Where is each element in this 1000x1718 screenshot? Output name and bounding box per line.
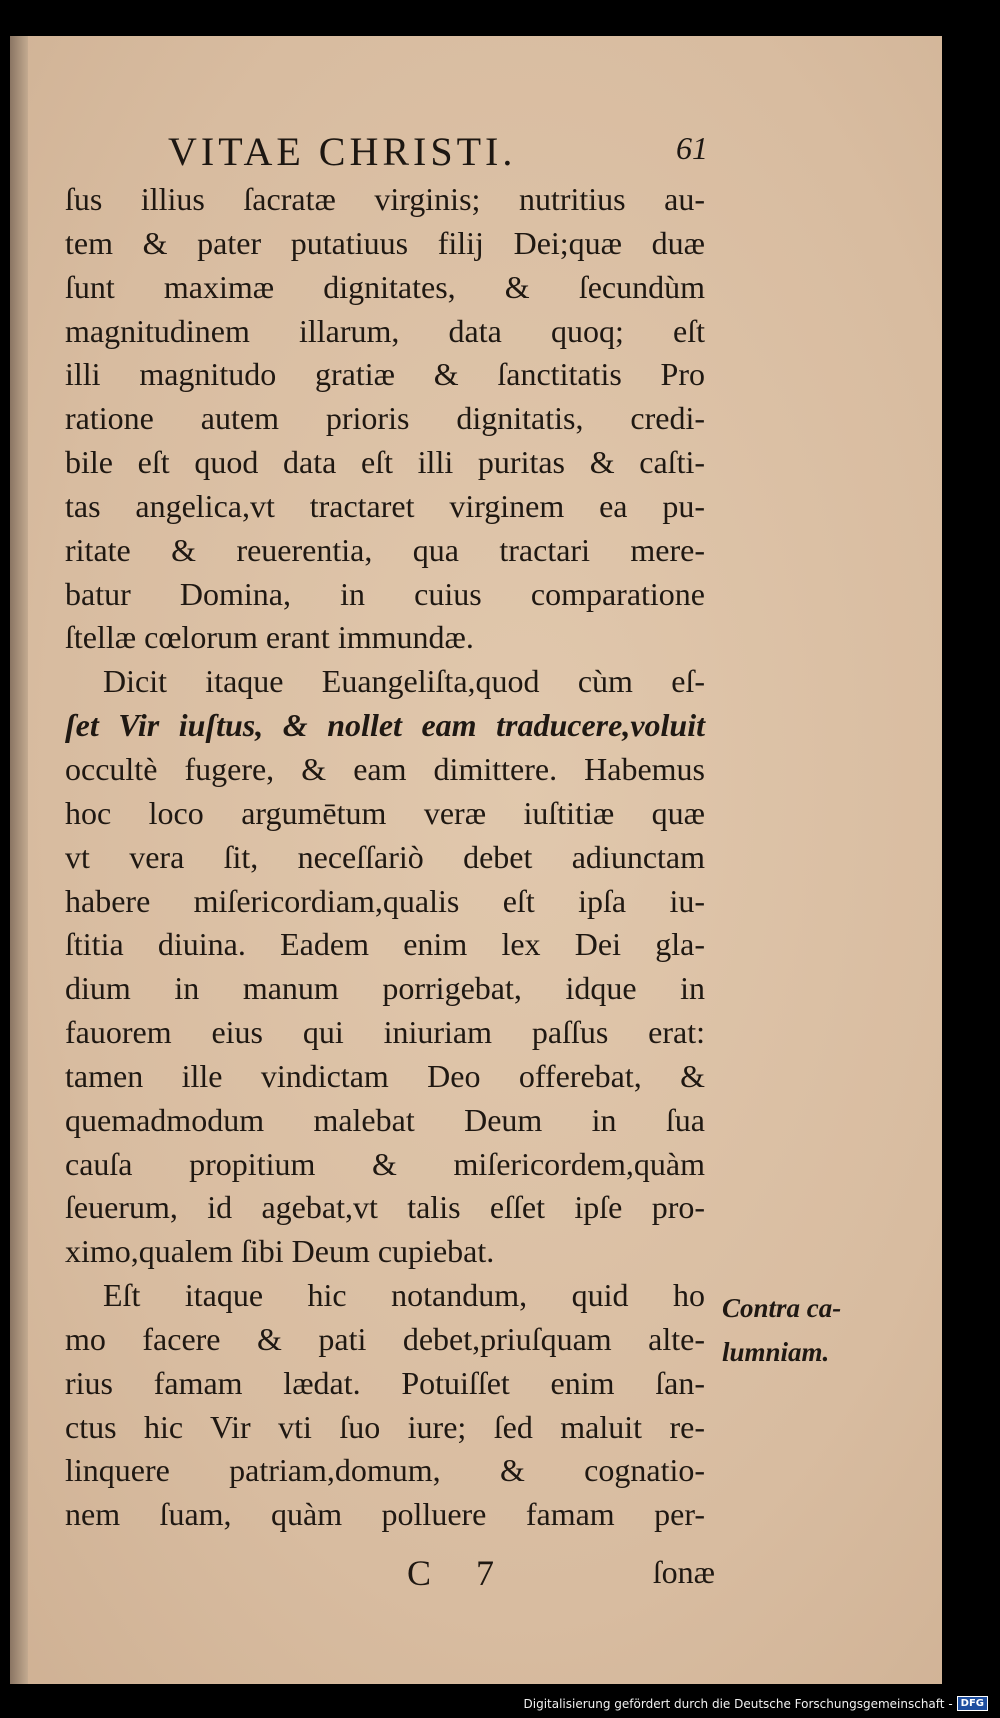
text-line: tem & pater putatiuus filij Dei;quæ duæ	[65, 224, 705, 261]
book-page	[10, 36, 942, 1684]
text-line: ratione autem prioris dignitatis, credi-	[65, 400, 705, 437]
text-line: occultè fugere, & eam dimittere. Habemus	[65, 750, 705, 787]
catchword: ſonæ	[652, 1554, 715, 1590]
text-line: ſtitia diuina. Eadem enim lex Dei gla-	[65, 926, 705, 963]
text-line: mo facere & pati debet,priuſquam alte-	[65, 1320, 705, 1357]
main-text	[65, 178, 705, 1537]
text-line: linquere patriam,domum, & cognatio-	[65, 1452, 705, 1489]
text-line: ſet Vir iuſtus, & nollet eam traducere,voluit	[65, 707, 705, 744]
signature-mark: C 7	[407, 1553, 513, 1593]
text-line: dium in manum porrigebat, idque in	[65, 970, 705, 1007]
text-line: ſeuerum, id agebat,vt talis eſſet ipſe pro-	[65, 1189, 705, 1226]
text-line: ſunt maximæ dignitates, & ſecundùm	[65, 268, 705, 305]
dfg-logo-icon: DFG	[957, 1696, 988, 1711]
text-line: ritate & reuerentia, qua tractari mere-	[65, 531, 705, 568]
text-line: cauſa propitium & miſericordem,quàm	[65, 1145, 705, 1182]
text-line: ximo,qualem ſibi Deum cupiebat.	[65, 1233, 495, 1270]
text-line: ctus hic Vir vti ſuo iure; ſed maluit re-	[65, 1408, 705, 1445]
margin-note-line: lumniam.	[722, 1337, 830, 1367]
page-footer	[65, 1552, 715, 1600]
text-line: Eſt itaque hic notandum, quid ho	[103, 1277, 705, 1314]
page-number: 61	[676, 130, 708, 166]
text-line: habere miſericordiam,qualis eſt ipſa iu-	[65, 882, 705, 919]
text-line: quemadmodum malebat Deum in ſua	[65, 1101, 705, 1138]
text-line: batur Domina, in cuius comparatione	[65, 575, 705, 612]
text-line: illi magnitudo gratiæ & ſanctitatis Pro	[65, 356, 705, 393]
digitization-credit	[524, 1696, 989, 1711]
text-line: magnitudinem illarum, data quoq; eſt	[65, 312, 705, 349]
text-line: ſus illius ſacratæ virginis; nutritius au-	[65, 181, 705, 217]
text-line: Dicit itaque Euangeliſta,quod cùm eſ-	[103, 663, 705, 700]
text-line: fauorem eius qui iniuriam paſſus erat:	[65, 1014, 705, 1051]
running-title: VITAE CHRISTI.	[168, 129, 517, 174]
text-line: tamen ille vindictam Deo offerebat, &	[65, 1057, 705, 1094]
page-spine	[10, 36, 28, 1684]
text-line: nem ſuam, quàm polluere famam per-	[65, 1496, 705, 1533]
text-line: ſtellæ cœlorum erant immundæ.	[65, 619, 474, 656]
text-line: vt vera ſit, neceſſariò debet adiunctam	[65, 838, 705, 875]
text-line: bile eſt quod data eſt illi puritas & caſti-	[65, 444, 705, 481]
text-line: hoc loco argumētum veræ iuſtitiæ quæ	[65, 794, 705, 831]
text-line: rius famam lædat. Potuiſſet enim ſan-	[65, 1364, 705, 1401]
credit-text: Digitalisierung gefördert durch die Deutsche Forschungsgemeinschaft -	[523, 1696, 953, 1711]
margin-note-line: Contra ca-	[722, 1293, 842, 1323]
margin-note	[722, 1286, 872, 1374]
text-line: tas angelica,vt tractaret virginem ea pu-	[65, 487, 705, 524]
